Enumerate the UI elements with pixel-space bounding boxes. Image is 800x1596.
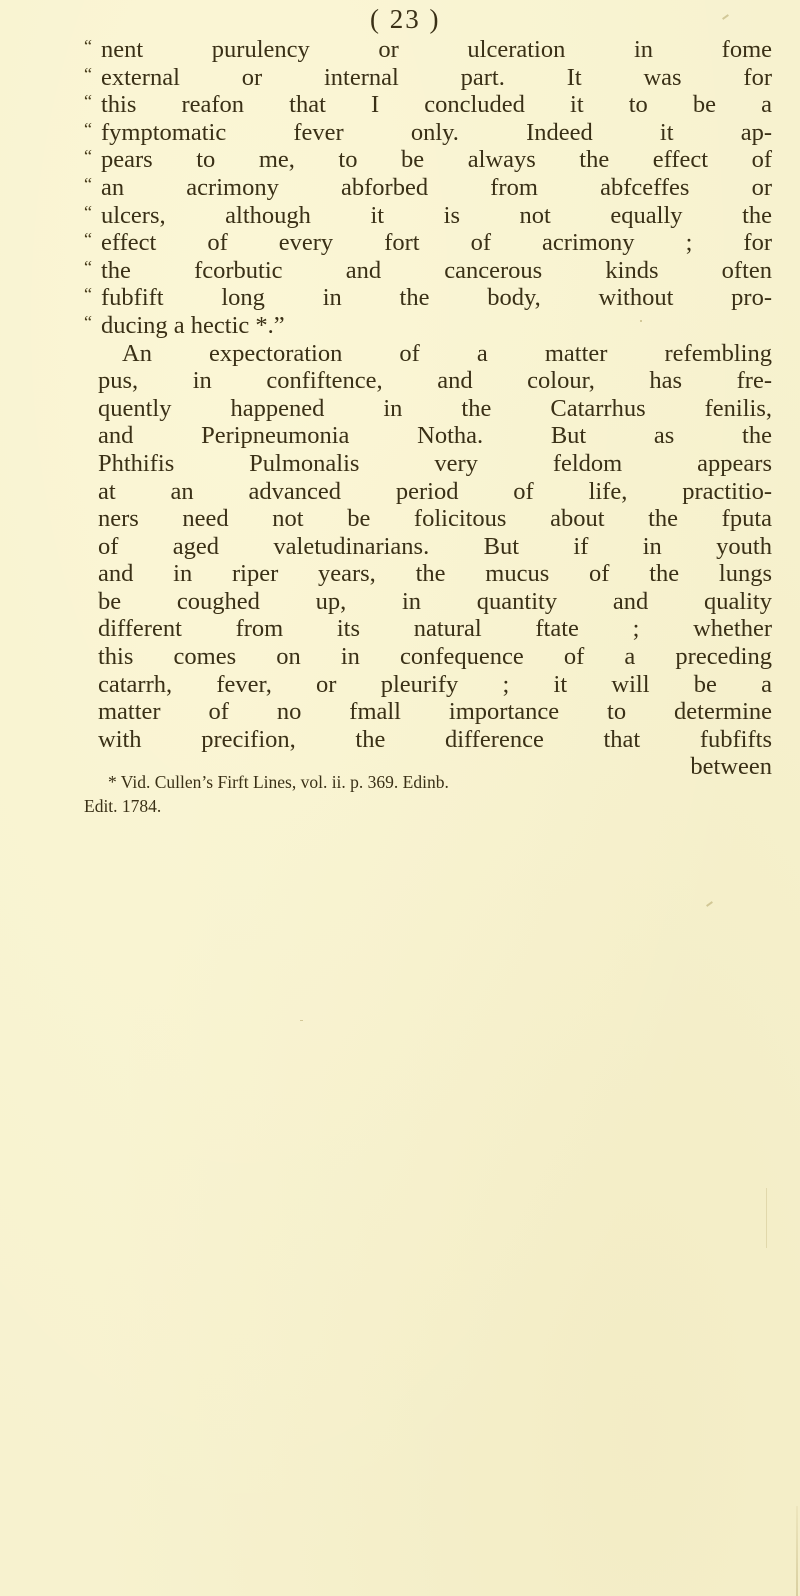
paragraph-line: at an advanced period of life, practitio- [98,477,772,505]
line-text: pears to me, to be always the effect of [101,146,772,174]
footnote [84,770,758,818]
line-text: nent purulency or ulceration in fome [101,36,772,63]
page-number-label: ( 23 ) [370,4,441,34]
line-text: this reafon that I concluded it to be a [101,91,772,119]
page-number [0,4,800,35]
line-text: the fcorbutic and cancerous kinds often [101,256,772,284]
paragraph-line: of aged valetudinarians. But if in youth [98,532,772,560]
line-text: fubfift long in the body, without pro- [101,284,772,312]
paragraph-line: matter of no fmall importance to determine [98,698,772,726]
paper-speck [766,1188,767,1248]
open-quote-mark: “ [84,118,92,139]
paper-speck [300,1020,303,1021]
quoted-line [84,229,772,257]
open-quote-mark: “ [84,201,92,222]
line-text: effect of every fort of acrimony ; for [101,229,772,257]
paragraph-line: and Peripneumonia Notha. But as the [98,422,772,450]
quoted-line [84,257,772,285]
paragraph-line: pus, in confiftence, and colour, has fre- [98,367,772,395]
open-quote-mark: “ [84,284,92,305]
paragraph-line: and in riper years, the mucus of the lungs [98,560,772,588]
quoted-line [84,64,772,92]
quoted-line [84,119,772,147]
open-quote-mark: “ [84,36,92,56]
quoted-line [84,146,772,174]
open-quote-mark: “ [84,256,92,277]
page-edge-shadow [796,1506,798,1596]
paragraph-line: quently happened in the Catarrhus fenilis, [98,394,772,422]
quoted-line [84,202,772,230]
catchword: between [690,753,772,781]
quoted-line [84,312,772,340]
paragraph-line: Phthifis Pulmonalis very feldom appears [98,449,772,477]
paragraph-line: with precifion, the difference that fubfifts [98,725,772,753]
line-text: fymptomatic fever only. Indeed it ap- [101,118,772,146]
open-quote-mark: “ [84,91,92,112]
quoted-line [84,174,772,202]
body-text [84,36,772,781]
open-quote-mark: “ [84,229,92,250]
paragraph-line: this comes on in confequence of a preceding [98,643,772,671]
open-quote-mark: “ [84,173,92,194]
paragraph-first-line: An expectoration of a matter refembling [122,339,772,367]
paper-speck [706,901,713,907]
open-quote-mark: “ [84,146,92,167]
paragraph-line: catarrh, fever, or pleurify ; it will be a [98,670,772,698]
line-text: ulcers, although it is not equally the [101,201,772,229]
line-text: an acrimony abforbed from abfceffes or [101,173,772,201]
footnote-line: * Vid. Cullen’s Firft Lines, vol. ii. p. 369. Edinb. [108,772,449,792]
quoted-line [84,284,772,312]
line-text: external or internal part. It was for [101,63,772,91]
quoted-line [84,91,772,119]
open-quote-mark: “ [84,63,92,84]
paragraph-line: ners need not be folicitous about the fputa [98,505,772,533]
open-quote-mark: “ [84,311,92,332]
footnote-line: Edit. 1784. [84,796,162,816]
paper-speck [640,320,642,322]
quoted-line [84,36,772,64]
line-text: ducing a hectic *.” [101,311,285,339]
paragraph-line: different from its natural ftate ; whether [98,615,772,643]
paragraph-line: be coughed up, in quantity and quality [98,587,772,615]
